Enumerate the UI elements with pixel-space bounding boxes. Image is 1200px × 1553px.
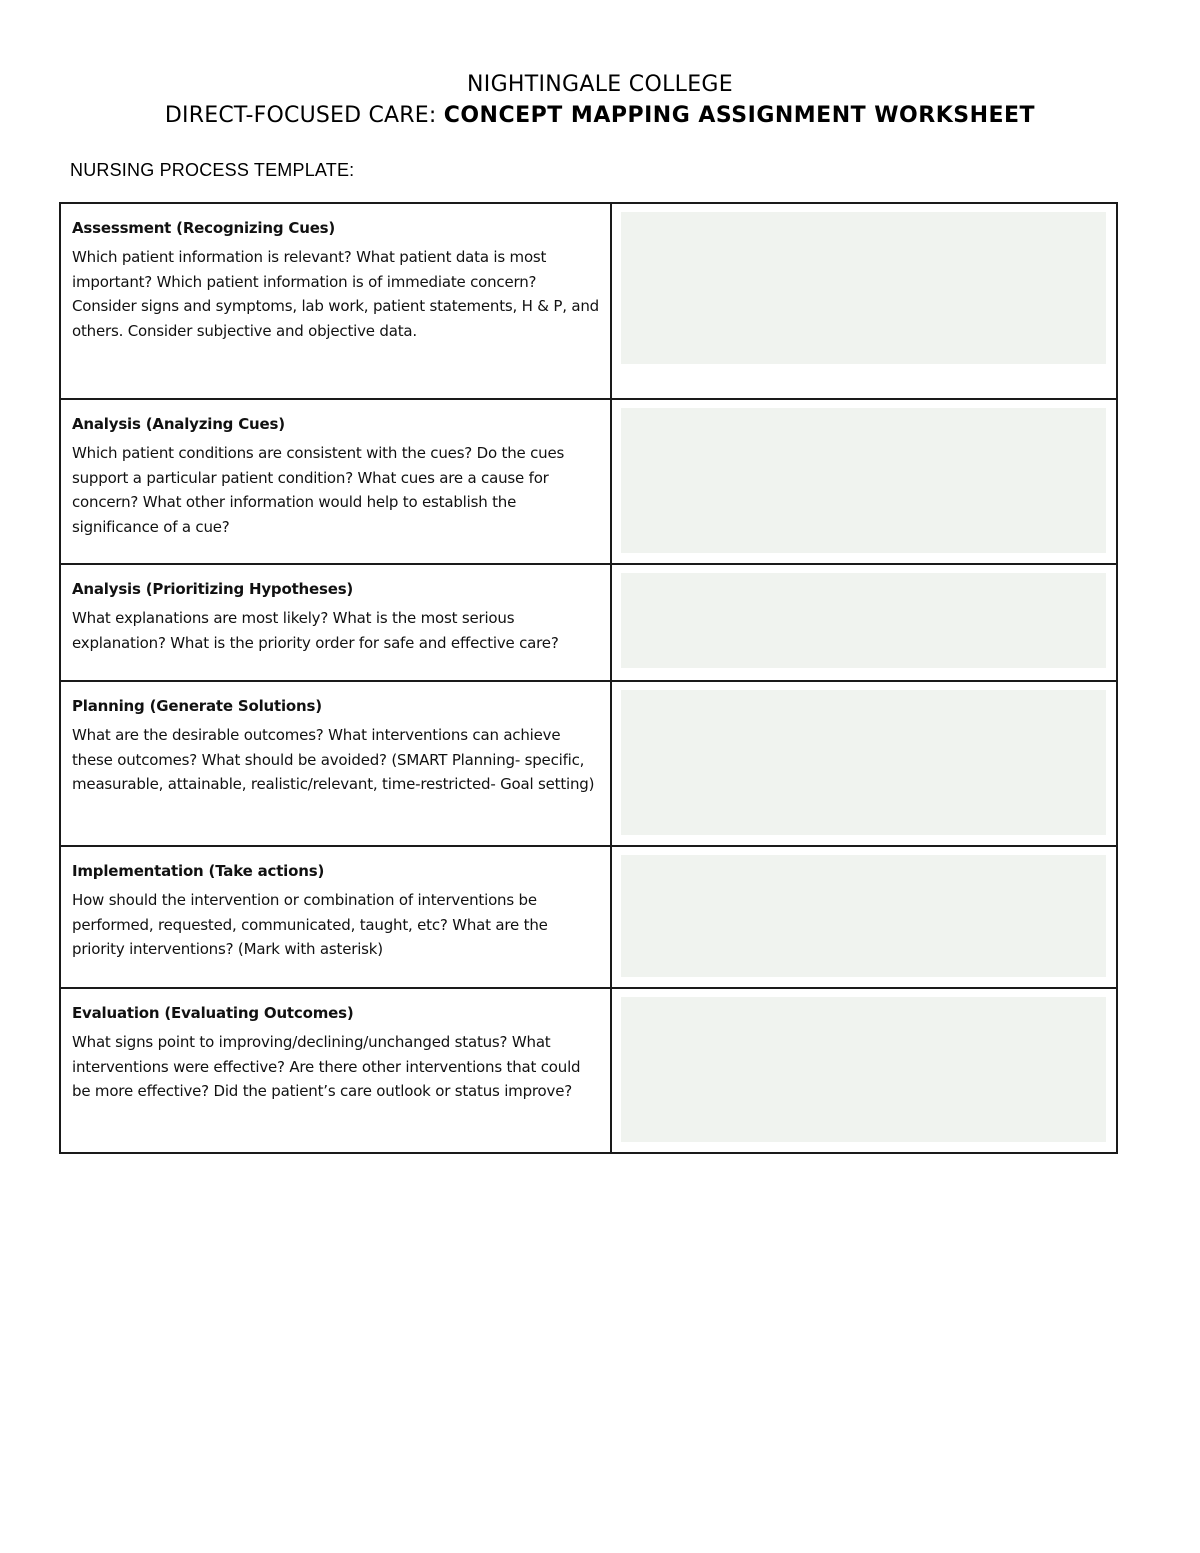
prioritizing-hypotheses-answer-field[interactable] — [621, 573, 1106, 668]
section-prompt: What are the desirable outcomes? What interventions can achieve these outcomes? What should be avoided? (SMART Planning- specific, measurable, attainable, realistic/relevant, time-restricted- Goal setting) — [72, 726, 595, 793]
answer-cell — [611, 564, 1117, 681]
nursing-process-table — [59, 202, 1118, 1154]
section-title: Planning (Generate Solutions) — [72, 697, 322, 715]
analyzing-cues-answer-field[interactable] — [621, 408, 1106, 553]
table-row-prioritizing-hypotheses — [60, 564, 1117, 681]
prompt-cell — [60, 988, 611, 1153]
prompt-cell — [60, 203, 611, 399]
section-title: Assessment (Recognizing Cues) — [72, 219, 336, 237]
answer-cell — [611, 399, 1117, 564]
section-prompt: Which patient conditions are consistent with the cues? Do the cues support a particular patient condition? What cues are a cause for concern? What other information would help to establish the significance of a cue? — [72, 444, 565, 536]
prompt-cell — [60, 564, 611, 681]
section-prompt: What explanations are most likely? What is the most serious explanation? What is the priority order for safe and effective care? — [72, 609, 559, 652]
template-label: NURSING PROCESS TEMPLATE: — [70, 160, 355, 180]
document-header — [0, 70, 1200, 132]
section-title: Analysis (Prioritizing Hypotheses) — [72, 580, 354, 598]
section-title: Evaluation (Evaluating Outcomes) — [72, 1004, 354, 1022]
table-row-implementation — [60, 846, 1117, 988]
section-prompt: How should the intervention or combination of interventions be performed, requested, communicated, taught, etc? What are the priority interventions? (Mark with asterisk) — [72, 891, 548, 958]
answer-cell — [611, 681, 1117, 846]
planning-answer-field[interactable] — [621, 690, 1106, 835]
prompt-cell — [60, 846, 611, 988]
answer-cell — [611, 988, 1117, 1153]
college-name: NIGHTINGALE COLLEGE — [467, 72, 733, 97]
section-prompt: Which patient information is relevant? What patient data is most important? Which patient information is of immediate concern? Consider signs and symptoms, lab work, patient statements, H & P, and others. Consider subjective and objective data. — [72, 248, 599, 340]
table-row-planning — [60, 681, 1117, 846]
implementation-answer-field[interactable] — [621, 855, 1106, 977]
evaluation-answer-field[interactable] — [621, 997, 1106, 1142]
answer-cell — [611, 203, 1117, 399]
table-row-assessment — [60, 203, 1117, 399]
worksheet-title-main: CONCEPT MAPPING ASSIGNMENT WORKSHEET — [443, 103, 1036, 128]
worksheet-title — [0, 100, 1200, 132]
table-row-analyzing-cues — [60, 399, 1117, 564]
section-prompt: What signs point to improving/declining/unchanged status? What interventions were effective? Are there other interventions that could be more effective? Did the patient’s care outlook or status improve? — [72, 1033, 581, 1100]
assessment-answer-field[interactable] — [621, 212, 1106, 364]
prompt-cell — [60, 399, 611, 564]
worksheet-title-prefix: DIRECT-FOCUSED CARE: — [164, 103, 444, 128]
answer-cell — [611, 846, 1117, 988]
section-title: Implementation (Take actions) — [72, 862, 325, 880]
prompt-cell — [60, 681, 611, 846]
section-title: Analysis (Analyzing Cues) — [72, 415, 285, 433]
table-row-evaluation — [60, 988, 1117, 1153]
